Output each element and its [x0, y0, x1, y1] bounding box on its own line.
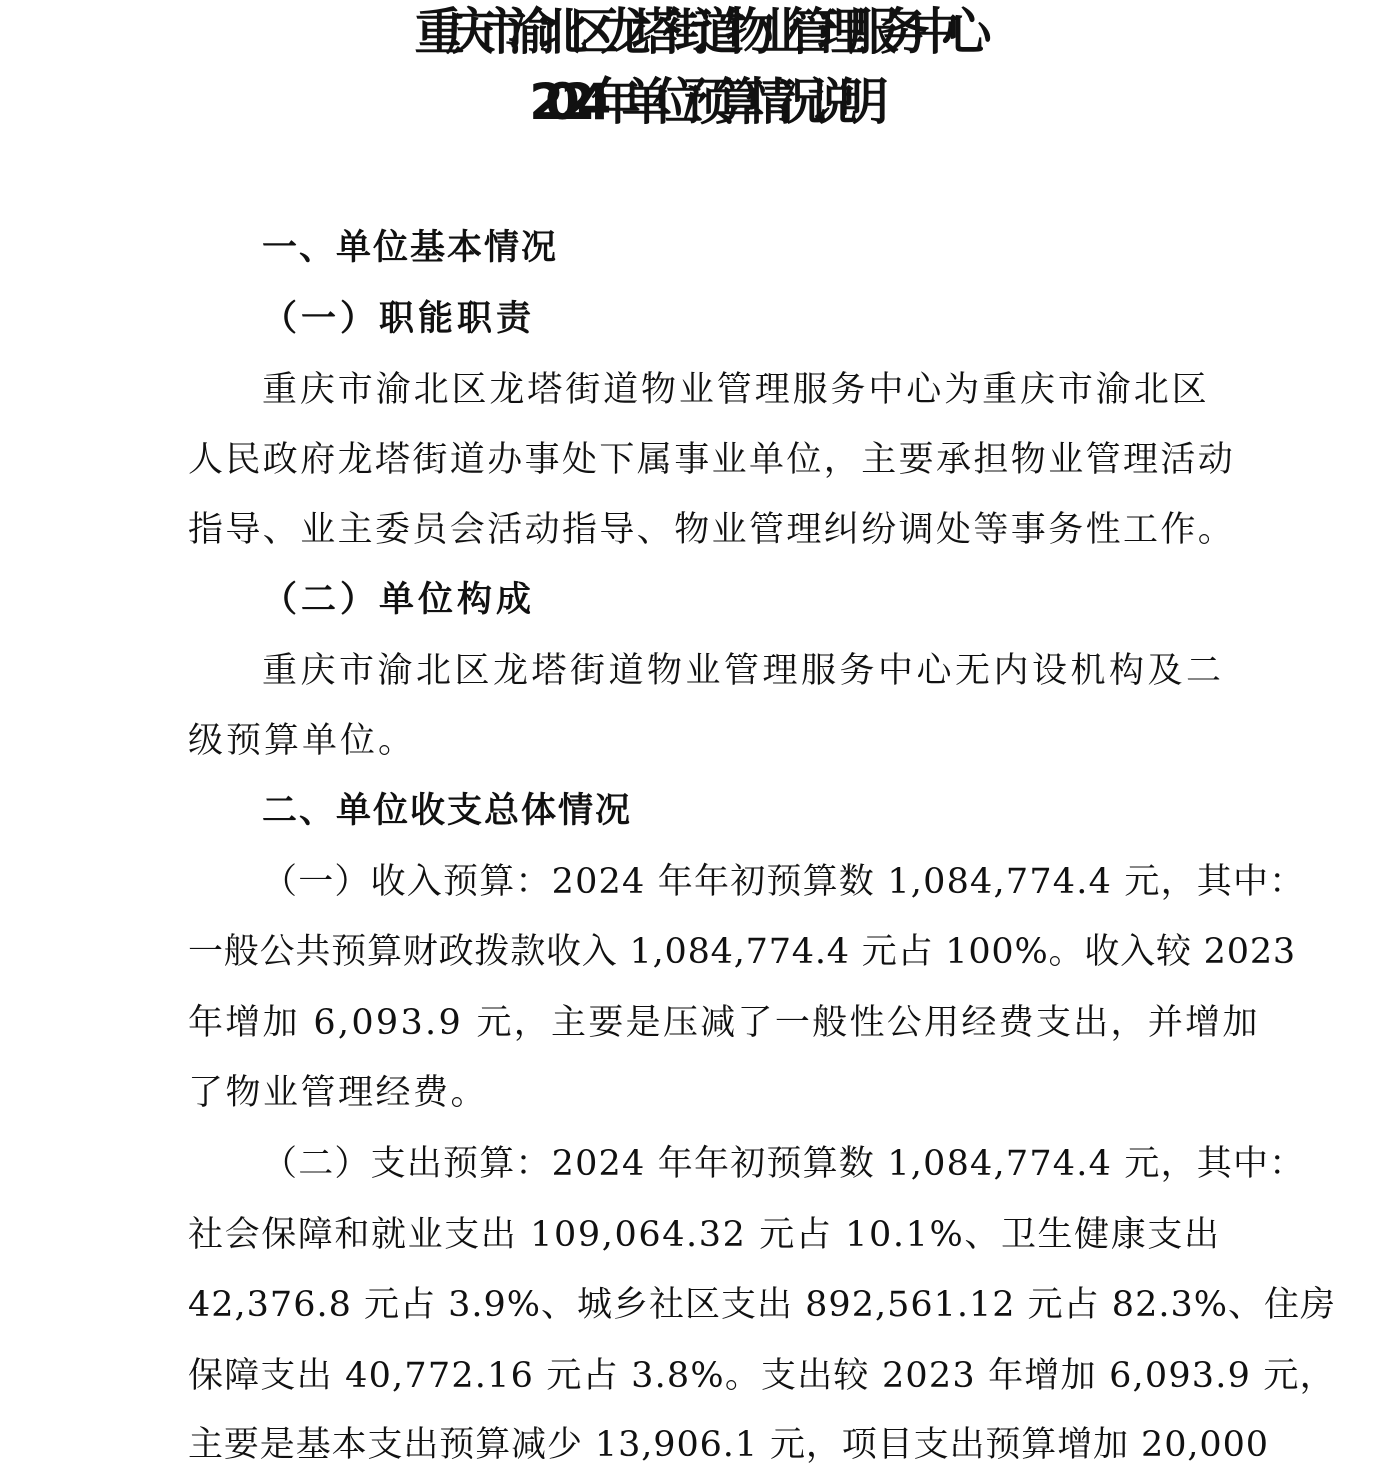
paragraph-line: 人民政府龙塔街道办事处下属事业单位，主要承担物业管理活动 [188, 440, 1236, 480]
section-1-sub-2-heading: （二）单位构成 [262, 579, 536, 620]
paragraph-line: （一）收入预算：2024 年年初预算数 1,084,774.4 元，其中： [262, 862, 1306, 902]
paragraph-line: 主要是基本支出预算减少 13,906.1 元，项目支出预算增加 20,000 [188, 1425, 1269, 1465]
section-1-sub-1-heading: （一）职能职责 [262, 298, 536, 339]
paragraph-line: 社会保障和就业支出 109,064.32 元占 10.1%、卫生健康支出 [188, 1215, 1221, 1255]
paragraph-line: 重庆市渝北区龙塔街道物业管理服务中心为重庆市渝北区 [262, 370, 1210, 410]
section-1-heading: 一、单位基本情况 [262, 228, 559, 268]
paragraph-line: 级预算单位。 [188, 721, 417, 761]
paragraph-line: 保障支出 40,772.16 元占 3.8%。支出较 2023 年增加 6,093.9 元， [188, 1356, 1336, 1396]
document-title-line-2: 2024 年单位预算情况说明 [529, 73, 870, 131]
paragraph-line: 年增加 6,093.9 元，主要是压减了一般性公用经费支出，并增加 [188, 1003, 1260, 1043]
section-2-heading: 二、单位收支总体情况 [262, 791, 633, 831]
paragraph-line: 重庆市渝北区龙塔街道物业管理服务中心无内设机构及二 [262, 651, 1225, 691]
paragraph-line: 一般公共预算财政拨款收入 1,084,774.4 元占 100%。收入较 2023 [188, 932, 1296, 972]
paragraph-line: 了物业管理经费。 [188, 1073, 489, 1113]
document-title-line-1: 重庆市渝北区龙塔街道物业管理服务中心 [414, 3, 973, 61]
paragraph-line: 指导、业主委员会活动指导、物业管理纠纷调处等事务性工作。 [188, 510, 1236, 550]
paragraph-line: （二）支出预算：2024 年年初预算数 1,084,774.4 元，其中： [262, 1144, 1306, 1184]
paragraph-line: 42,376.8 元占 3.9%、城乡社区支出 892,561.12 元占 82.3%、住房 [188, 1285, 1336, 1325]
